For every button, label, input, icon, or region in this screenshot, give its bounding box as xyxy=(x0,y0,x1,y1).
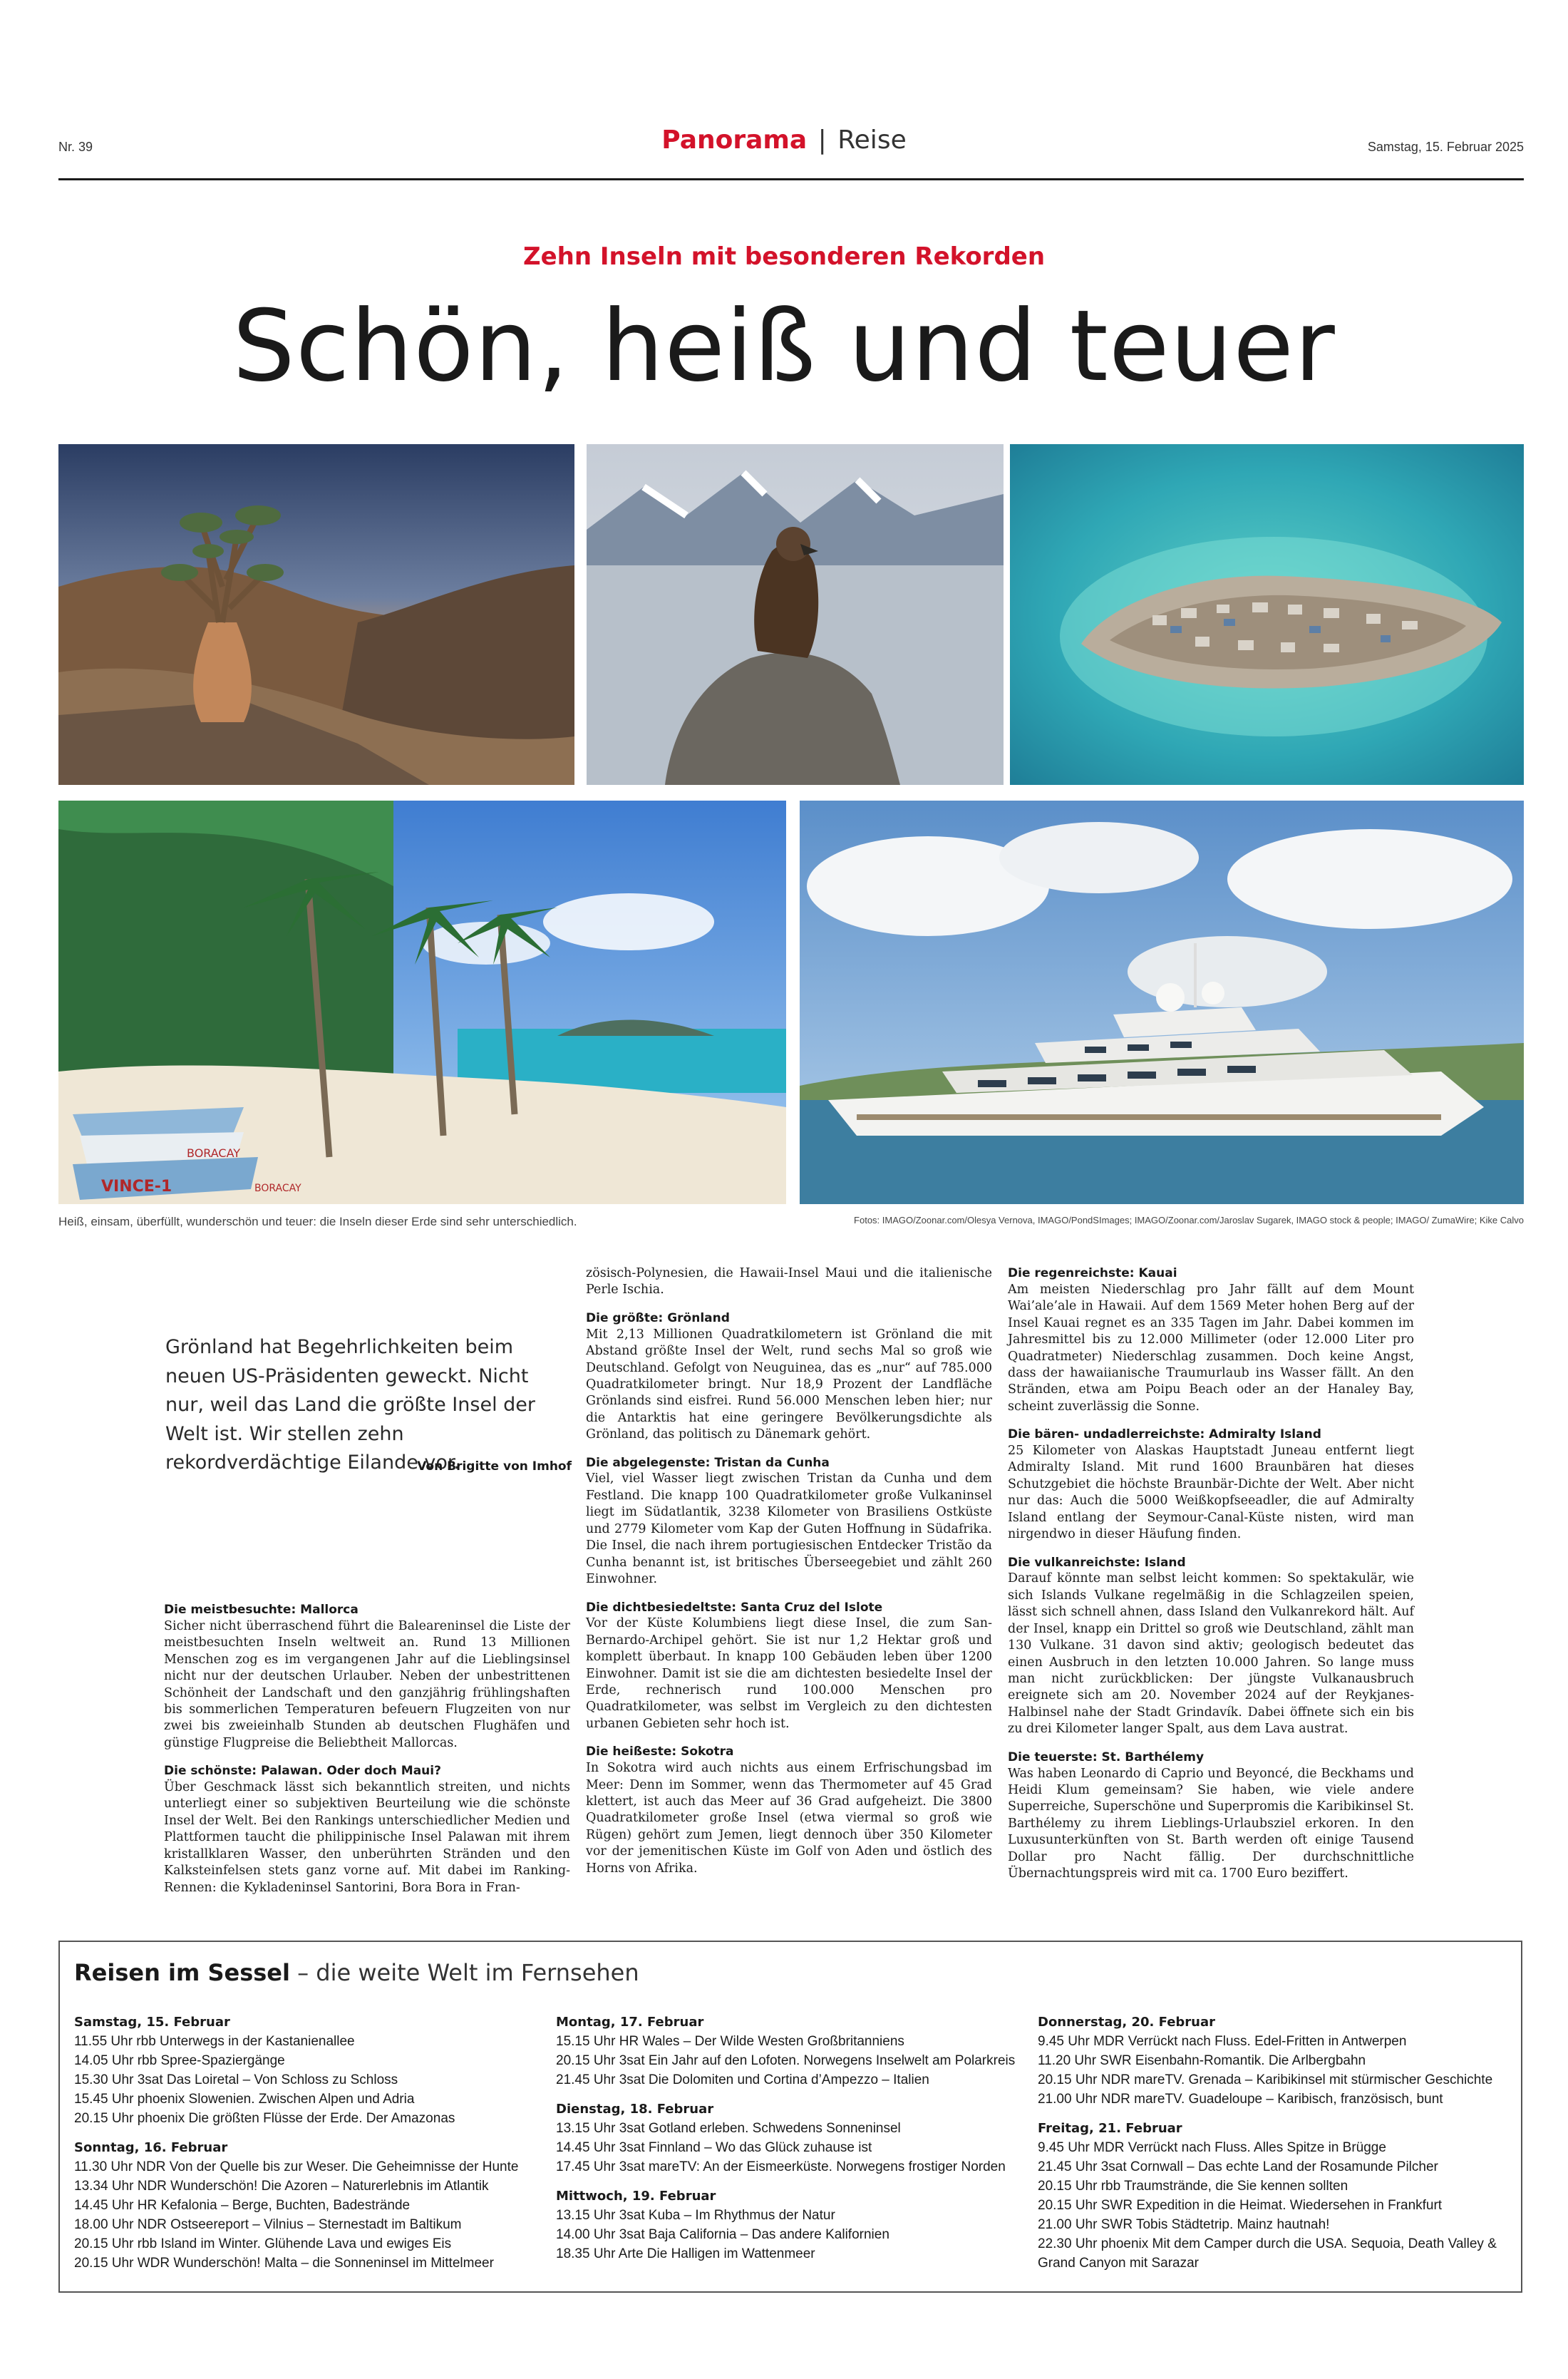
tv-day xyxy=(556,2100,1041,2177)
section-text: Über Geschmack lässt sich bekanntlich streiten, und nichts unterliegt einer so subjektiven Beurteilung wie die schönste Insel der Welt. Bei den Rankings unterschiedlicher Medien und Plattformen taucht die philippinische Insel Palawan mit ihrem kristallklaren Wasser, den unberührten Stränden und den Kalksteinfelsen stets ganz vorne auf. Mit dabei im Ranking-Rennen: die Kykladeninsel Santorini, Bora Bora in Fran- xyxy=(164,1780,570,1895)
tv-listing: 11.55 Uhr rbb Unterwegs in der Kastanienallee xyxy=(74,2034,355,2049)
section-palawan-continued xyxy=(586,1265,992,1299)
article-column-1 xyxy=(164,1602,570,1908)
tv-listing: 14.00 Uhr 3sat Baja California – Das andere Kalifornien xyxy=(556,2227,889,2242)
photo-eagle xyxy=(587,444,1004,785)
tv-listing: 21.00 Uhr SWR Tobis Städtetrip. Mainz hautnah! xyxy=(1038,2217,1330,2232)
tv-day-heading: Montag, 17. Februar xyxy=(556,2015,704,2030)
section-text: Was haben Leonardo di Caprio und Beyoncé, die Beckhams und Heidi Klum gemeinsam? Sie haben, wie viele andere Superreiche, Superschöne und Superpromis die Karibikinsel St. Barthélemy zu ihrem Lieblings-Urlaubsziel erkoren. In den Luxusunterkünften von St. Barth werden oft einige Tausend Dollar pro Nacht fällig. Der durchschnittliche Übernachtungspreis wird mit ca. 1700 Euro beziffert. xyxy=(1008,1766,1414,1881)
tv-listing: 13.15 Uhr 3sat Gotland erleben. Schwedens Sonneninsel xyxy=(556,2121,901,2136)
section-header xyxy=(0,125,1568,155)
tv-column-1 xyxy=(74,2013,545,2273)
kicker: Zehn Inseln mit besonderen Rekorden xyxy=(522,242,1046,271)
tv-day-heading: Dienstag, 18. Februar xyxy=(556,2102,714,2117)
boat-label-boracay-2: BORACAY xyxy=(254,1183,301,1194)
section-kauai xyxy=(1008,1265,1414,1415)
tv-listing: 11.20 Uhr SWR Eisenbahn-Romantik. Die Arlbergbahn xyxy=(1038,2053,1366,2068)
tv-listing: 13.15 Uhr 3sat Kuba – Im Rhythmus der Natur xyxy=(556,2208,835,2223)
section-title: Die schönste: Palawan. Oder doch Maui? xyxy=(164,1764,441,1779)
tv-listing: 20.15 Uhr SWR Expedition in die Heimat. Wiedersehen in Frankfurt xyxy=(1038,2198,1443,2213)
tv-subtitle: – die weite Welt im Fernsehen xyxy=(289,1959,639,1986)
section-title: Die teuerste: St. Barthélemy xyxy=(1008,1749,1205,1764)
tv-listing: 21.45 Uhr 3sat Die Dolomiten und Cortina d’Ampezzo – Italien xyxy=(556,2072,929,2087)
tv-listing: 9.45 Uhr MDR Verrückt nach Fluss. Alles Spitze in Brügge xyxy=(1038,2140,1386,2155)
tv-day-heading: Samstag, 15. Februar xyxy=(74,2015,230,2030)
tv-day-heading: Donnerstag, 20. Februar xyxy=(1038,2015,1216,2030)
section-text: Sicher nicht überraschend führt die Baleareninsel die Liste der meistbesuchten Inseln weltweit an. Rund 13 Millionen Menschen zog es im vergangenen Jahr auf die Lieblingsinsel nicht nur der deutschen Urlauber. Neben der unbestrittenen Schönheit der Landschaft und den ganzjährig frühlingshaften bis sommerlichen Temperaturen befeuern Flugzeiten von nur zwei bis zweieinhalb Stunden ab deutschen Flughäfen und günstige Flugpreise die Beliebtheit Mallorcas. xyxy=(164,1618,570,1750)
section-text: Am meisten Niederschlag pro Jahr fällt auf dem Mount Wai’ale’ale in Hawaii. Auf dem 1569 Meter hohen Berg auf der Insel Kauai regnet es an 335 Tagen im Jahr. Dabei kommen im Jahresmittel bis zu 12.000 Millimeter (oder 12.000 Liter pro Quadratmeter) Niederschlag zusammen. Doch keine Angst, dass der hawaiianische Traumurlaub ins Wasser fällt. An den Stränden, etwa am Poipu Beach oder an der Hanaley Bay, scheint zuverlässig die Sonne. xyxy=(1008,1282,1414,1414)
tv-day xyxy=(556,2187,1041,2264)
section-tristan-da-cunha xyxy=(586,1455,992,1588)
tv-listing: 21.45 Uhr 3sat Cornwall – Das echte Land der Rosamunde Pilcher xyxy=(1038,2159,1438,2174)
article-column-3 xyxy=(1008,1265,1414,1894)
headline: Schön, heiß und teuer xyxy=(232,289,1336,404)
section-sokotra xyxy=(586,1744,992,1877)
section-title: Die abgelegenste: Tristan da Cunha xyxy=(586,1455,830,1470)
tv-listing: 20.15 Uhr rbb Island im Winter. Glühende Lava und ewiges Eis xyxy=(74,2236,452,2251)
section-text: zösisch-Polynesien, die Hawaii-Insel Maui und die italienische Perle Ischia. xyxy=(586,1266,992,1298)
tv-listing: 14.05 Uhr rbb Spree-Spaziergänge xyxy=(74,2053,285,2068)
section-title: Die heißeste: Sokotra xyxy=(586,1745,734,1759)
tv-listing: 20.15 Uhr NDR mareTV. Grenada – Karibikinsel mit stürmischer Geschichte xyxy=(1038,2072,1493,2087)
section-title: Die bären- undadlerreichste: Admiralty Island xyxy=(1008,1427,1321,1442)
tv-listing: 11.30 Uhr NDR Von der Quelle bis zur Weser. Die Geheimnisse der Hunte xyxy=(74,2159,519,2174)
section-title: Die vulkanreichste: Island xyxy=(1008,1555,1186,1570)
section-santa-cruz xyxy=(586,1600,992,1733)
boat-label-boracay-1: BORACAY xyxy=(187,1146,241,1160)
section-text: Viel, viel Wasser liegt zwischen Tristan da Cunha und dem Festland. Die knapp 100 Quadratkilometer große Vulkaninsel liegt im Südatlantik, 3238 Kilometer von Brasiliens Ostküste und 2779 Kilometer vom Kap der Guten Hoffnung in Südafrika. Die Insel, die nach ihrem portugiesischen Entdecker Tristão da Cunha benannt ist, ist britisches Überseegebiet und zählt 260 Einwohner. xyxy=(586,1471,992,1587)
photo-caption: Heiß, einsam, überfüllt, wunderschön und teuer: die Inseln dieser Erde sind sehr unterschiedlich. xyxy=(58,1215,577,1228)
section-text: Mit 2,13 Millionen Quadratkilometern ist Grönland die mit Abstand größte Insel der Welt, rund sechs Mal so groß wie Deutschland. Gefolgt von Neuguinea, das es „nur“ auf 785.000 Quadratkilometer bringt. Nur 18,9 Prozent der Landfläche Grönlands sind eisfrei. Rund 56.000 Menschen leben hier; nur die Antarktis hat eine geringere Bevölkerungsdichte als Grönland, das politisch zu Dänemark gehört. xyxy=(586,1327,992,1442)
section-island xyxy=(1008,1555,1414,1738)
section-title: Die meistbesuchte: Mallorca xyxy=(164,1603,359,1617)
tv-listing: 22.30 Uhr phoenix Mit dem Camper durch die USA. Sequoia, Death Valley & Grand Canyon mit Sarazar xyxy=(1038,2236,1497,2271)
tv-listing: 20.15 Uhr WDR Wunderschön! Malta – die Sonneninsel im Mittelmeer xyxy=(74,2256,494,2271)
section-mallorca xyxy=(164,1602,570,1752)
boat-label-vince: VINCE-1 xyxy=(101,1178,172,1196)
section-separator: | xyxy=(817,125,827,155)
tv-listing: 14.45 Uhr HR Kefalonia – Berge, Buchten, Badestrände xyxy=(74,2198,411,2213)
section-text: 25 Kilometer von Alaskas Hauptstadt Juneau entfernt liegt Admiralty Island. Mit rund 1600 Braunbären hat dieses Schutzgebiet die höchste Braunbär-Dichte der Welt. Aber nicht nur das: Auch die 5000 Weißkopfseeadler, die auf Admiralty Island entlang der Seymour-Canal-Küste nisten, wird man nirgendwo in dieser Häufung finden. xyxy=(1008,1444,1414,1542)
section-admiralty-island xyxy=(1008,1427,1414,1543)
tv-day-heading: Mittwoch, 19. Februar xyxy=(556,2189,716,2204)
article-intro: Grönland hat Begehrlichkeiten beim neuen US-Präsidenten geweckt. Nicht nur, weil das Land die größte Insel der Welt ist. Wir stellen zehn rekordverdächtige Eilande vor. xyxy=(165,1336,535,1474)
subsection-name: Reise xyxy=(837,125,907,155)
section-title: Die dichtbesiedeltste: Santa Cruz del Islote xyxy=(586,1600,883,1615)
tv-listing: 15.45 Uhr phoenix Slowenien. Zwischen Alpen und Adria xyxy=(74,2092,415,2107)
tv-listing: 9.45 Uhr MDR Verrückt nach Fluss. Edel-Fritten in Antwerpen xyxy=(1038,2034,1407,2049)
tv-day xyxy=(74,2013,545,2128)
tv-listing: 18.00 Uhr NDR Ostseereport – Vilnius – Sternestadt im Baltikum xyxy=(74,2217,462,2232)
section-title: Die größte: Grönland xyxy=(586,1310,730,1325)
section-text: In Sokotra wird auch nichts aus einem Erfrischungsbad im Meer: Denn im Sommer, wenn das Thermometer auf 45 Grad klettert, ist auch das Meer auf 36 Grad aufgeheizt. Die 3800 Quadratkilometer große Insel (etwa viermal so groß wie Rügen) gehört zum Jemen, liegt dennoch über 350 Kilometer vor der jemenitischen Küste im Golf von Aden und östlich des Horns von Afrika. xyxy=(586,1761,992,1876)
tv-title: Reisen im Sessel xyxy=(74,1959,290,1986)
byline: Von Brigitte von Imhof xyxy=(417,1459,572,1474)
section-name: Panorama xyxy=(661,125,808,155)
section-groenland xyxy=(586,1310,992,1444)
section-title: Die regenreichste: Kauai xyxy=(1008,1266,1177,1280)
tv-day xyxy=(1038,2119,1515,2273)
tv-column-2 xyxy=(556,2013,1041,2264)
tv-listing: 21.00 Uhr NDR mareTV. Guadeloupe – Karibisch, französisch, bunt xyxy=(1038,2092,1443,2107)
tv-listing: 20.15 Uhr 3sat Ein Jahr auf den Lofoten. Norwegens Inselwelt am Polarkreis xyxy=(556,2053,1016,2068)
tv-day xyxy=(1038,2013,1515,2109)
tv-day xyxy=(556,2013,1041,2090)
tv-listing: 13.34 Uhr NDR Wunderschön! Die Azoren – Naturerlebnis im Atlantik xyxy=(74,2179,489,2194)
photo-beach-palawan xyxy=(58,801,786,1204)
tv-listing: 14.45 Uhr 3sat Finnland – Wo das Glück zuhause ist xyxy=(556,2140,872,2155)
photo-santa-cruz xyxy=(1010,444,1524,785)
issue-number: Nr. 39 xyxy=(58,140,93,154)
section-text: Darauf könnte man selbst leicht kommen: So spektakulär, wie sich Islands Vulkane regelmäßig in die Schlagzeilen speien, lässt sich schnell ahnen, dass Island den Vulkanrekord hält. Auf der Insel, knapp ein Drittel so groß wie Deutschland, zählt man 130 Vulkane. 31 davon sind aktiv; geologisch bedeutet das einen Ausbruch in den letzten 10.000 Jahren. So lange muss man nicht zurückblicken: Der jüngste Vulkanausbruch ereignete sich am 20. November 2024 auf der Reykjanes-Halbinsel nahe der Stadt Grindavík. Dabei öffnete sich ein bis zu drei Kilometer langer Spalt, aus dem Lava austrat. xyxy=(1008,1571,1414,1737)
photo-credit: Fotos: IMAGO/Zoonar.com/Olesya Vernova, IMAGO/PondSImages; IMAGO/Zoonar.com/Jaroslav Sugarek, IMAGO stock & people; IMAGO/ ZumaWire; Kike Calvo xyxy=(854,1215,1524,1226)
issue-date: Samstag, 15. Februar 2025 xyxy=(1367,140,1524,154)
section-text: Vor der Küste Kolumbiens liegt diese Insel, die zum San-Bernardo-Archipel gehört. Sie ist nur 1,2 Hektar groß und komplett überbaut. In knapp 100 Gebäuden leben über 1200 Einwohner. Damit ist sie die am dichtesten besiedelte Insel der Erde, rechnerisch rund 100.000 Menschen pro Quadratkilometer, was selbst im Vergleich zu den dichtesten urbanen Gebieten sehr hoch ist. xyxy=(586,1616,992,1731)
header-rule xyxy=(58,178,1524,180)
tv-column-3 xyxy=(1038,2013,1515,2273)
tv-day-heading: Freitag, 21. Februar xyxy=(1038,2121,1182,2136)
section-palawan xyxy=(164,1763,570,1896)
tv-listing: 15.15 Uhr HR Wales – Der Wilde Westen Großbritanniens xyxy=(556,2034,904,2049)
tv-listing: 15.30 Uhr 3sat Das Loiretal – Von Schloss zu Schloss xyxy=(74,2072,398,2087)
tv-day xyxy=(74,2138,545,2273)
tv-listings-title xyxy=(74,1959,639,1986)
photo-yacht-st-barth xyxy=(800,801,1524,1204)
tv-day-heading: Sonntag, 16. Februar xyxy=(74,2140,228,2155)
photo-sokotra xyxy=(58,444,574,785)
tv-listing: 17.45 Uhr 3sat mareTV: An der Eismeerküste. Norwegens frostiger Norden xyxy=(556,2159,1006,2174)
tv-listing: 20.15 Uhr rbb Traumstrände, die Sie kennen sollten xyxy=(1038,2179,1348,2194)
section-st-barthelemy xyxy=(1008,1749,1414,1883)
tv-listing: 18.35 Uhr Arte Die Halligen im Wattenmeer xyxy=(556,2246,815,2261)
tv-listing: 20.15 Uhr phoenix Die größten Flüsse der Erde. Der Amazonas xyxy=(74,2111,455,2126)
article-column-2 xyxy=(586,1265,992,1889)
